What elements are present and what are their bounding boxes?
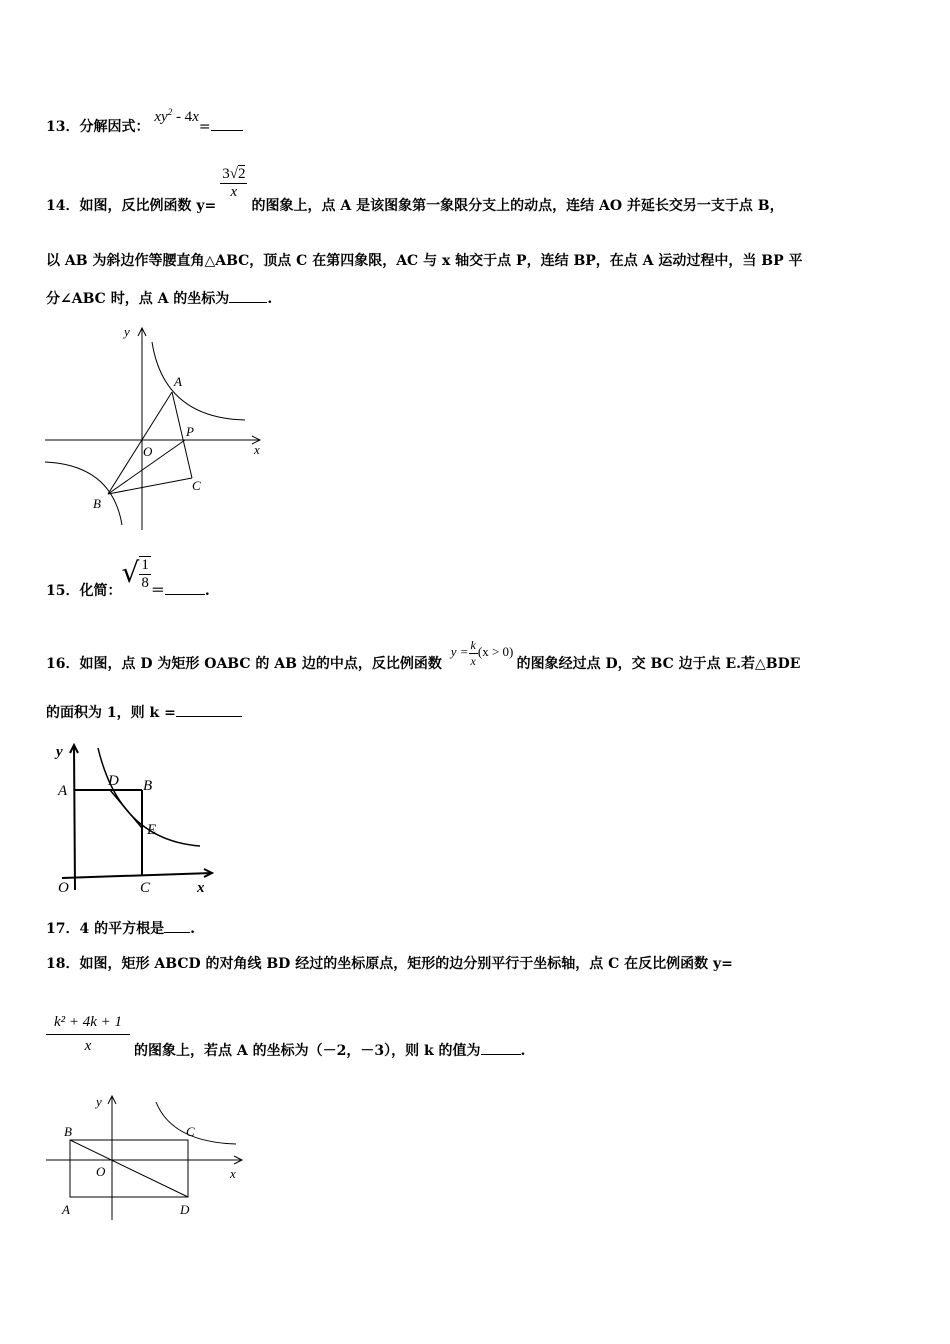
q18-hyperbola: [156, 1102, 236, 1144]
q14-fraction: $\frac{3√2}{x}$: [222, 166, 246, 200]
question-17: [46, 918, 195, 938]
q14-line1-post: 的图象上，点 A 是该图象第一象限分支上的动点，连结 AO 并延长交另一支于点 B，: [251, 197, 784, 214]
q18-line2-pre: 的图象上，若点 A 的坐标为（－2，－3），则 k 的值为: [134, 1043, 481, 1059]
q16-function: y = $\frac{k}{x}$ (x > 0): [450, 638, 514, 668]
q15-answer-blank[interactable]: [165, 593, 205, 595]
q15-number: 15．: [46, 583, 80, 599]
question-16-line-1: [46, 638, 801, 673]
question-15: [46, 556, 210, 599]
q18-number: 18．: [46, 956, 80, 972]
q16-label-A: A: [58, 783, 68, 799]
q18-label-y: y: [96, 1094, 102, 1109]
q14-number: 14．: [46, 197, 80, 214]
q14-label-C: C: [192, 478, 201, 493]
q17-number: 17．: [46, 921, 80, 937]
question-14-line-1: [46, 166, 784, 214]
q16-figure: [50, 740, 220, 900]
q16-y-axis: [74, 745, 75, 890]
q18-diagonal-BD: [70, 1140, 188, 1197]
question-14-line-3: [46, 288, 272, 308]
q18-line2-post: .: [520, 1043, 526, 1059]
q18-line1: 如图，矩形 ABCD 的对角线 BD 经过的坐标原点，矩形的边分别平行于坐标轴，点 C 在反比例函数 y=: [79, 956, 733, 972]
q13-label: 分解因式：: [79, 119, 150, 135]
q14-label-x: x: [254, 442, 260, 457]
q14-line1-pre: 如图，反比例函数 y=: [79, 197, 217, 214]
q17-answer-blank[interactable]: [164, 931, 190, 933]
q14-segment-AB: [108, 392, 172, 494]
question-18-line-2: [134, 1040, 525, 1060]
q18-label-C: C: [186, 1124, 195, 1139]
q18-label-x: x: [230, 1166, 236, 1181]
q18-label-D: D: [180, 1202, 190, 1217]
q16-label-C: C: [140, 880, 151, 896]
q14-line3-post: .: [267, 291, 273, 307]
q13-answer-blank[interactable]: [211, 129, 243, 131]
q14-answer-blank[interactable]: [229, 301, 267, 303]
q13-number: 13．: [46, 119, 80, 135]
q16-line1-pre: 如图，点 D 为矩形 OABC 的 AB 边的中点，反比例函数: [79, 656, 442, 673]
q18-answer-blank[interactable]: [481, 1053, 521, 1055]
q14-label-B: B: [93, 496, 101, 511]
question-14-line-2: 以 AB 为斜边作等腰直角△ABC，顶点 C 在第四象限，AC 与 x 轴交于点 P，连结 BP，在点 A 运动过程中，当 BP 平: [46, 253, 803, 269]
question-16-line-2: [46, 702, 242, 722]
q16-line1-post: 的图象经过点 D，交 BC 边于点 E.若△BDE: [516, 656, 801, 673]
q17-end: .: [190, 921, 195, 937]
q15-label: 化简：: [79, 583, 122, 599]
q16-answer-blank[interactable]: [176, 715, 242, 717]
q16-label-y: y: [56, 744, 63, 760]
q14-figure: [40, 320, 270, 535]
q16-label-B: B: [143, 778, 153, 794]
q16-number: 16．: [46, 656, 80, 673]
q14-segment-BC: [108, 478, 192, 494]
q16-label-D: D: [108, 773, 119, 789]
q18-label-B: B: [64, 1124, 72, 1139]
q14-hyperbola-upper: [152, 342, 245, 420]
question-18-line-1: [46, 953, 733, 973]
question-13: [46, 107, 243, 136]
q18-figure: [44, 1090, 249, 1225]
q16-label-O: O: [58, 880, 69, 896]
q13-expression: $xy^2 - 4x$: [154, 107, 199, 125]
q18-label-O: O: [96, 1164, 106, 1179]
q14-label-A: A: [174, 374, 182, 389]
q16-segment-DE: [110, 790, 142, 828]
q15-equals: ＝: [150, 583, 165, 599]
q17-text: 4 的平方根是: [79, 921, 165, 937]
q14-label-O: O: [143, 444, 153, 459]
q14-label-P: P: [186, 424, 194, 439]
q14-line3-pre: 分∠ABC 时，点 A 的坐标为: [46, 291, 230, 307]
q18-label-A: A: [62, 1202, 70, 1217]
q16-line2-pre: 的面积为 1，则 k =: [46, 705, 176, 721]
q16-label-E: E: [147, 822, 157, 838]
q18-fraction: $\frac{\text{k² + 4k + 1}}{x}$: [46, 1014, 130, 1055]
q14-label-y: y: [124, 324, 130, 339]
q16-x-axis: [62, 873, 212, 878]
q15-radical: √ $\frac{1}{8}$: [121, 556, 149, 591]
q13-equals: =: [198, 119, 211, 135]
q16-label-x: x: [197, 880, 205, 896]
q15-end: .: [204, 583, 210, 599]
